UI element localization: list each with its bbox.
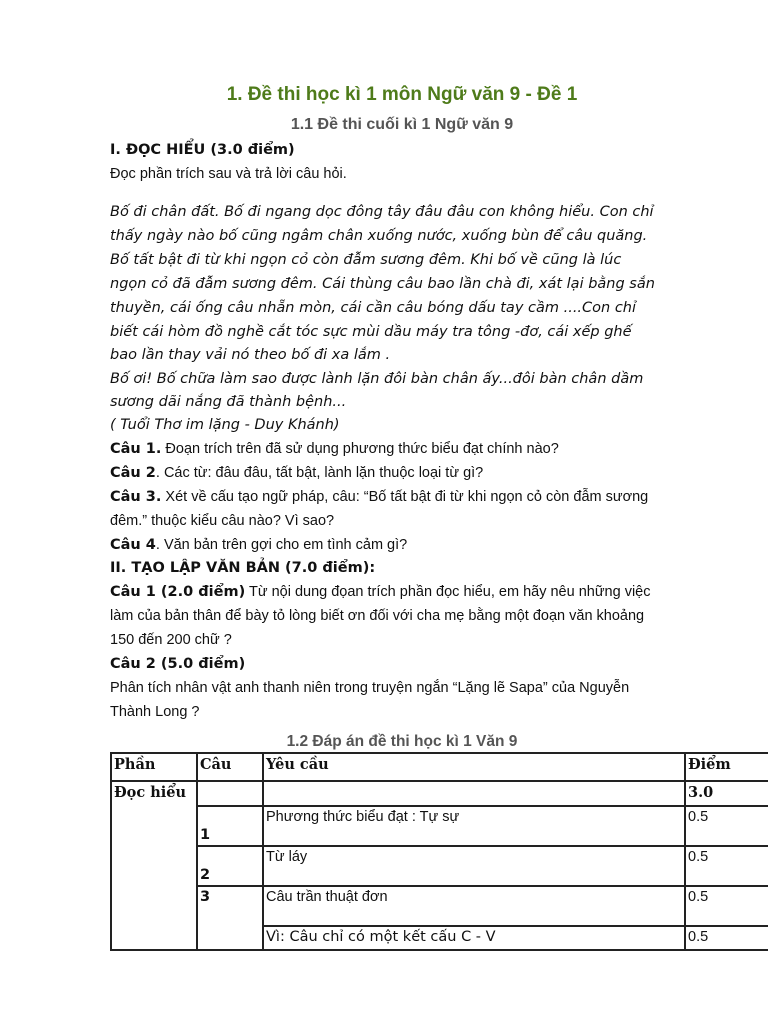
table-row [111, 886, 768, 926]
score-cell: 0.5 [685, 886, 768, 926]
passage-line: biết cái hòm đồ nghề cắt tóc sực mùi dầu máy tra tông -đơ, cái xếp ghế [110, 324, 632, 340]
table-cell [263, 781, 685, 806]
table-row [111, 781, 768, 806]
reading-heading: I. ĐỌC HIỂU (3.0 điểm) [110, 142, 295, 158]
question-label: Câu 3. [110, 489, 162, 505]
section-total: 3.0 [685, 781, 768, 806]
score-cell: 0.5 [685, 926, 768, 950]
writing-question-1 [110, 582, 651, 602]
question-number: 2 [197, 846, 263, 886]
passage-source: ( Tuổi Thơ im lặng - Duy Khánh) [110, 417, 340, 433]
question-text: . Văn bản trên gợi cho em tình cảm gì? [155, 537, 408, 553]
reading-instruction: Đọc phần trích sau và trả lời câu hỏi. [110, 166, 347, 182]
question-label: Câu 2 [110, 465, 156, 481]
page-title: 1. Đề thi học kì 1 môn Ngữ văn 9 - Đề 1 [226, 84, 578, 105]
question-number: 3 [197, 886, 263, 950]
question-text: Đoạn trích trên đã sử dụng phương thức biểu đạt chính nào? [161, 441, 559, 457]
table-cell [197, 781, 263, 806]
section-subtitle: 1.1 Đề thi cuối kì 1 Ngữ văn 9 [290, 116, 514, 133]
writing-question-1-continued: làm của bản thân để bày tỏ lòng biết ơn đối với cha mẹ bằng một đoạn văn khoảng [110, 608, 645, 624]
question-text: Xét về cấu tạo ngữ pháp, câu: “Bố tất bật đi từ khi ngọn cỏ còn đẫm sương [161, 489, 649, 505]
passage-line: Bố tất bật đi từ khi ngọn cỏ còn đẫm sương đêm. Khi bố về cũng là lúc [110, 252, 622, 268]
header-score: Điểm [685, 753, 768, 781]
question-4 [110, 535, 407, 555]
question-text: . Các từ: đâu đâu, tất bật, lành lặn thuộc loại từ gì? [155, 465, 484, 481]
passage-line: ngọn cỏ đã đẫm sương đêm. Cái thùng câu bao lần chà đi, xát lại bằng sắn [110, 276, 655, 292]
question-text: Từ nội dung đọan trích phần đọc hiểu, em hãy nêu những việc [245, 584, 651, 600]
writing-heading: II. TẠO LẬP VĂN BẢN (7.0 điểm): [110, 560, 376, 576]
writing-question-1-continued: 150 đến 200 chữ ? [110, 632, 232, 648]
writing-question-2-text: Phân tích nhân vật anh thanh niên trong truyện ngắn “Lặng lẽ Sapa” của Nguyễn [110, 680, 630, 696]
passage-line: Bố đi chân đất. Bố đi ngang dọc đông tây đâu đâu con không hiểu. Con chỉ [110, 204, 654, 220]
question-label: Câu 4 [110, 537, 156, 553]
question-label: Câu 1 (2.0 điểm) [110, 584, 246, 600]
question-3-continued: đêm.” thuộc kiểu câu nào? Vì sao? [110, 513, 335, 529]
passage-line: sương dãi nắng đã thành bệnh... [110, 394, 347, 410]
table-row [111, 806, 768, 846]
question-2 [110, 463, 483, 483]
passage-line: thấy ngày nào bố cũng ngâm chân xuống nước, xuống bùn để câu quăng. [110, 228, 648, 244]
writing-question-2-text: Thành Long ? [110, 704, 200, 720]
table-header-row [111, 753, 768, 781]
question-number: 1 [197, 806, 263, 846]
answer-table [110, 752, 768, 951]
passage-line: bao lần thay vải nó theo bố đi xa lắm . [110, 347, 391, 363]
requirement-cell: Phương thức biểu đạt : Tự sự [263, 806, 685, 846]
table-row [111, 846, 768, 886]
writing-question-2-label: Câu 2 (5.0 điểm) [110, 656, 246, 672]
header-requirement: Yêu cầu [263, 753, 685, 781]
passage-line: Bố ơi! Bố chữa làm sao được lành lặn đôi bàn chân ấy...đôi bàn chân dầm [110, 371, 644, 387]
requirement-cell: Câu trần thuật đơn [263, 886, 685, 926]
section-label: Đọc hiểu [111, 781, 197, 950]
passage-line: thuyền, cái ống câu nhẵn mòn, cái cần câu bóng dấu tay cầm ....Con chỉ [110, 300, 637, 316]
question-1 [110, 439, 559, 459]
header-part: Phần [111, 753, 197, 781]
score-cell: 0.5 [685, 806, 768, 846]
question-3 [110, 487, 648, 507]
question-label: Câu 1. [110, 441, 162, 457]
requirement-cell: Vì: Câu chỉ có một kết cấu C - V [263, 926, 685, 950]
header-question: Câu [197, 753, 263, 781]
score-cell: 0.5 [685, 846, 768, 886]
requirement-cell: Từ láy [263, 846, 685, 886]
table-caption: 1.2 Đáp án đề thi học kì 1 Văn 9 [286, 733, 518, 750]
